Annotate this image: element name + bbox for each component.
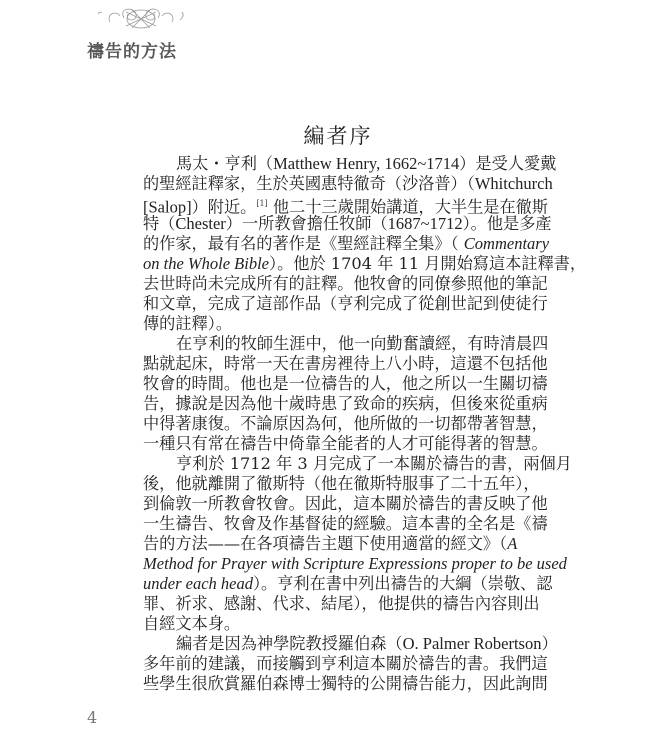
text-segment: 多年前的建議，而接觸到亨利這本關於禱告的書。我們這 [143, 654, 548, 673]
text-segment: 傳的註釋）。 [143, 314, 233, 333]
text-segment: 到倫敦一所教會牧會。因此，這本關於禱告的書反映了他 [143, 494, 548, 513]
chapter-title: 編者序 [303, 124, 373, 148]
paragraph [143, 154, 587, 334]
text-line [143, 194, 549, 217]
text-segment: 去世時尚未完成所有的註釋。他牧會的同僚參照他的筆記 [143, 274, 548, 293]
text-line [143, 254, 587, 274]
text-line [143, 574, 553, 594]
text-line [143, 674, 548, 694]
text-line [143, 514, 548, 534]
text-segment: ）附近。 [191, 197, 257, 217]
text-line [143, 274, 548, 294]
text-line [143, 394, 548, 414]
text-segment: 馬太・亨利（ [176, 154, 274, 173]
italic-title: A [507, 534, 518, 553]
text-line [143, 214, 552, 234]
text-line [143, 414, 548, 434]
text-line [143, 314, 505, 334]
page-number: 4 [87, 708, 98, 727]
text-line [143, 654, 548, 674]
latin-text: [Salop] [143, 197, 192, 217]
italic-title: under each head [143, 574, 253, 593]
text-segment: 的聖經註釋家，生於英國惠特徹奇（沙洛普）（ [143, 174, 475, 193]
text-line [143, 594, 540, 614]
text-segment: ）。他於 1704 年 11 月開始寫這本註釋書， [269, 254, 587, 273]
italic-title: Method for Prayer with Scripture Expressions proper to be used [143, 554, 567, 573]
paragraph [143, 334, 549, 454]
text-segment: 特（ [143, 214, 176, 233]
text-segment: 些學生很欣賞羅伯森博士獨特的公開禱告能力，因此詢問 [143, 674, 548, 693]
text-line [143, 494, 548, 514]
text-line [143, 454, 572, 474]
text-segment: 亨利於 1712 年 3 月完成了一本關於禱告的書，兩個月 [176, 454, 572, 473]
italic-title: Commentary [463, 234, 550, 253]
text-line [143, 294, 548, 314]
text-segment: ）。亨利在書中列出禱告的大綱（崇敬、認 [252, 574, 553, 593]
latin-text: Matthew Henry, 1662~1714 [273, 154, 460, 173]
scroll-ornament-icon [96, 4, 186, 34]
text-segment: 中得著康復。不論原因為何，他所做的一切都帶著智慧， [143, 414, 548, 433]
footnote-marker: [1] [256, 199, 268, 208]
text-segment: 牧會的時間。他也是一位禱告的人，他之所以一生關切禱 [143, 374, 548, 393]
text-line [143, 534, 518, 554]
text-line [143, 554, 567, 574]
text-line [143, 354, 548, 374]
text-segment: 一種只有常在禱告中倚靠全能者的人才可能得著的智慧。 [143, 434, 548, 453]
paragraph [143, 634, 558, 694]
text-segment: 點就起床，時常一天在書房裡待上八小時，這還不包括他 [143, 354, 548, 373]
text-segment: 在亨利的牧師生涯中，他一向勤奮讀經，有時清晨四 [176, 334, 549, 353]
text-line [143, 334, 549, 354]
text-segment: 和文章，完成了這部作品（亨利完成了從創世記到使徒行 [143, 294, 548, 313]
text-line [143, 174, 553, 194]
text-segment: ） [541, 634, 558, 653]
text-segment: 後，他就離開了徹斯特（他在徹斯特服事了二十五年）， [143, 474, 540, 493]
text-line [143, 434, 548, 454]
text-segment: 他二十三歲開始講道，大半生是在徹斯 [267, 197, 549, 217]
latin-text: 1687~1712 [387, 214, 463, 233]
paragraph [143, 454, 572, 634]
body-text [143, 154, 587, 694]
text-line [143, 634, 558, 654]
text-segment: 罪、祈求、感謝、代求、結尾），他提供的禱告內容則出 [143, 594, 540, 613]
text-segment: 一生禱告、牧會及作基督徒的經驗。這本書的全名是《禱 [143, 514, 548, 533]
italic-title: on the Whole Bible [143, 254, 270, 273]
text-line [143, 234, 550, 254]
latin-text: Chester [175, 214, 226, 233]
text-segment: ）是受人愛戴 [459, 154, 557, 173]
text-line [143, 614, 505, 634]
text-segment: ）一所教會擔任牧師（ [225, 214, 388, 233]
latin-text: O. Palmer Robertson [402, 634, 542, 653]
text-line [143, 474, 540, 494]
text-segment: 告，據說是因為他十歲時患了致命的疾病，但後來從重病 [143, 394, 548, 413]
running-title: 禱告的方法 [87, 42, 177, 62]
text-segment: 告的方法——在各項禱告主題下使用適當的經文》（ [143, 534, 508, 553]
text-line [143, 374, 548, 394]
text-segment: ）。他是多產 [462, 214, 552, 233]
text-segment: 的作家，最有名的著作是《聖經註釋全集》（ [143, 234, 464, 253]
text-segment: 自經文本身。 [143, 614, 241, 633]
text-line [143, 154, 557, 174]
text-segment: 編者是因為神學院教授羅伯森（ [176, 634, 403, 653]
latin-text: Whitchurch [474, 174, 553, 193]
